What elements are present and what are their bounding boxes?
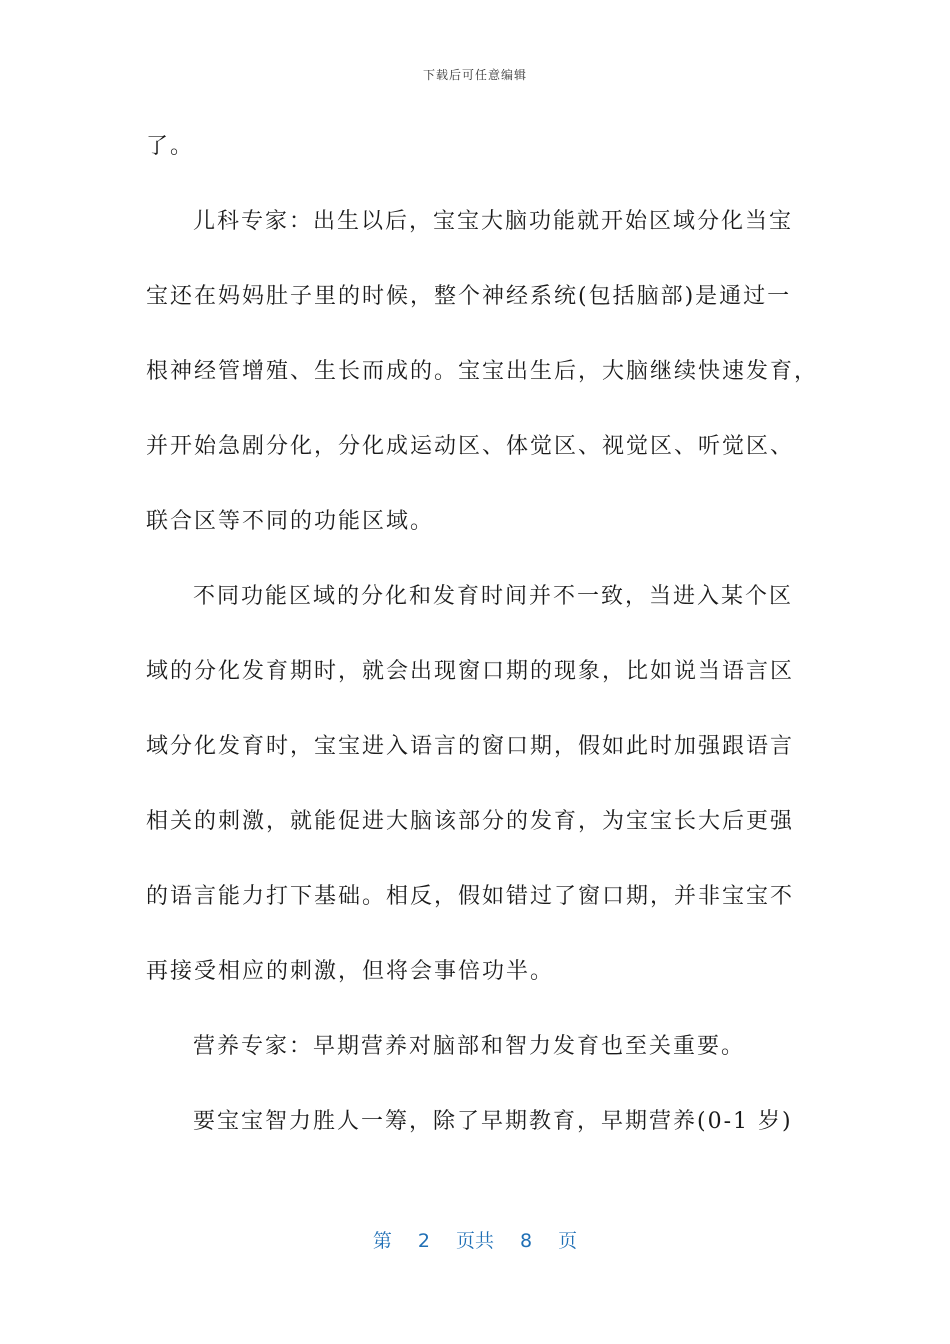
- text-line: 域的分化发育期时，就会出现窗口期的现象，比如说当语言区: [146, 659, 795, 684]
- text-line: 根神经管增殖、生长而成的。宝宝出生后，大脑继续快速发育，: [146, 359, 819, 384]
- text-line: 联合区等不同的功能区域。: [146, 509, 435, 534]
- text-line: 的语言能力打下基础。相反，假如错过了窗口期，并非宝宝不: [146, 884, 795, 909]
- body-text: [146, 128, 819, 1178]
- text-line: 相关的刺激，就能促进大脑该部分的发育，为宝宝长大后更强: [146, 809, 795, 834]
- footer-middle: 页共: [455, 1230, 494, 1252]
- footer-suffix: 页: [558, 1230, 578, 1252]
- text-line: 域分化发育时，宝宝进入语言的窗口期，假如此时加强跟语言: [146, 734, 795, 759]
- text-line: 宝还在妈妈肚子里的时候，整个神经系统(包括脑部)是通过一: [146, 284, 792, 309]
- text-line: 儿科专家：出生以后，宝宝大脑功能就开始区域分化当宝: [193, 209, 794, 234]
- text-line: 了。: [146, 134, 195, 159]
- page-footer: [0, 1226, 950, 1253]
- text-line: 再接受相应的刺激，但将会事倍功半。: [146, 959, 555, 984]
- text-line: 并开始急剧分化，分化成运动区、体觉区、视觉区、听觉区、: [146, 434, 795, 459]
- text-line: 营养专家：早期营养对脑部和智力发育也至关重要。: [193, 1034, 746, 1059]
- footer-current-page: 2: [417, 1230, 430, 1252]
- footer-prefix: 第: [372, 1230, 392, 1252]
- footer-total-pages: 8: [520, 1230, 533, 1252]
- header-note: 下载后可任意编辑: [422, 68, 527, 82]
- text-line: 不同功能区域的分化和发育时间并不一致，当进入某个区: [193, 584, 794, 609]
- text-line: 要宝宝智力胜人一筹，除了早期教育，早期营养(0-1 岁): [193, 1109, 793, 1134]
